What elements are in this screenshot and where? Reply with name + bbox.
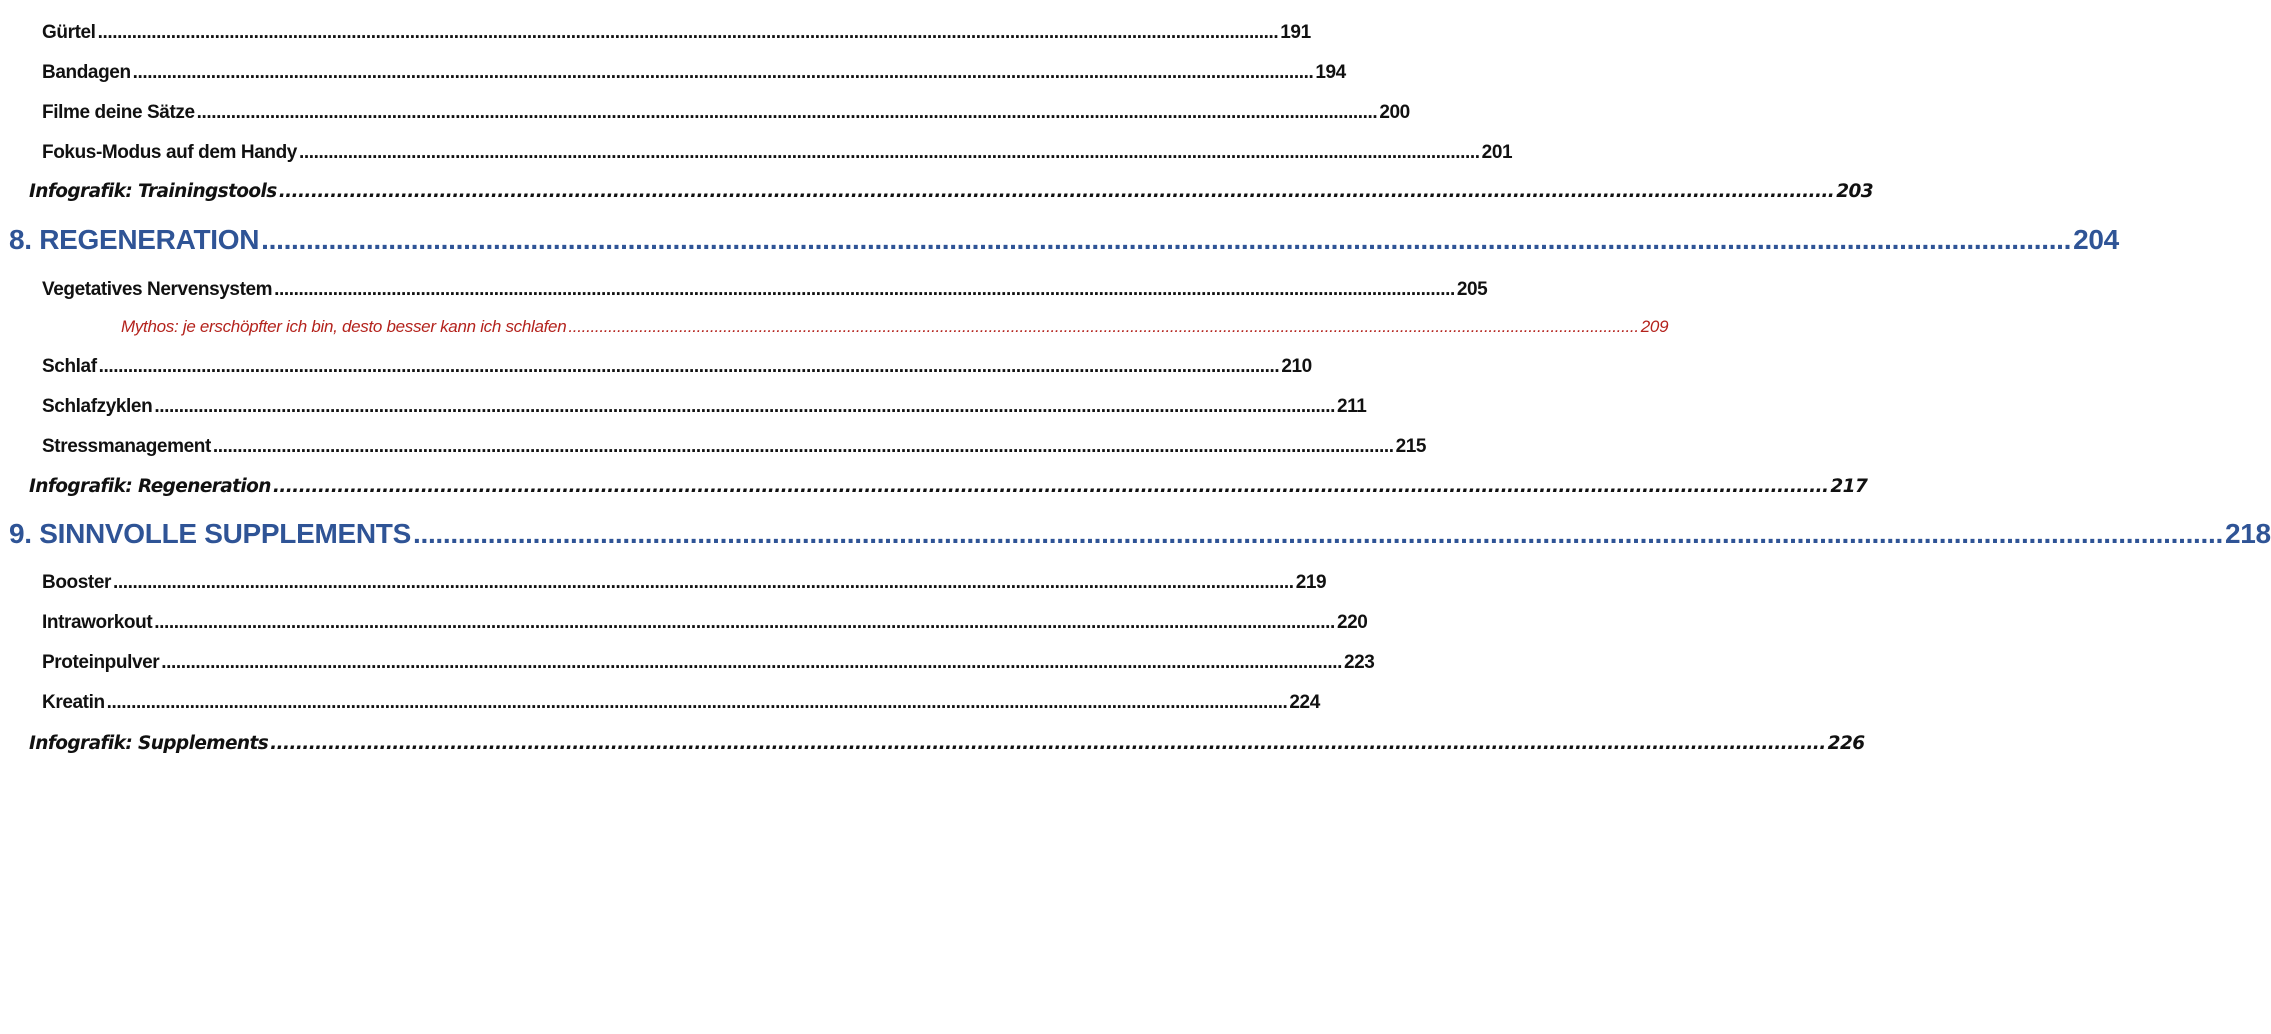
toc-entry-title: Intraworkout: [42, 612, 153, 633]
toc-entry-page: 224: [1289, 692, 1320, 713]
toc-entry-title: Mythos: je erschöpfter ich bin, desto besser kann ich schlafen: [121, 317, 567, 336]
toc-entry-page: 200: [1379, 102, 1410, 123]
toc-entry-page: 201: [1481, 142, 1513, 163]
toc-entry-page: 211: [1337, 396, 1367, 417]
dot-leader: ..................................................................................................................................................................................................................................................: [568, 317, 1639, 336]
toc-entry-title: Vegetatives Nervensystem: [42, 279, 273, 300]
toc-entry-page: 217: [1830, 476, 1868, 497]
toc-chapter-regeneration[interactable]: [9, 224, 2119, 264]
dot-leader: ..................................................................................................................................................................................................................................................: [270, 733, 1826, 754]
toc-entry-booster[interactable]: [42, 572, 1327, 600]
dot-leader: ..................................................................................................................................................................................................................................................: [212, 436, 1394, 457]
toc-entry-page: 194: [1315, 62, 1346, 83]
toc-entry-page: 191: [1280, 22, 1311, 43]
toc-chapter-title: 8. REGENERATION: [9, 224, 260, 255]
toc-entry-page: 220: [1336, 612, 1368, 633]
toc-entry-title: Gürtel: [42, 22, 96, 43]
toc-entry-page: 205: [1456, 279, 1488, 300]
toc-entry-title: Infografik: Trainingstools: [29, 181, 277, 202]
dot-leader: ..................................................................................................................................................................................................................................................: [261, 224, 2072, 255]
dot-leader: ..................................................................................................................................................................................................................................................: [278, 181, 1835, 202]
toc-infographic-supplements[interactable]: [29, 733, 1865, 763]
toc-entry-schlafzyklen[interactable]: [42, 396, 1367, 424]
toc-entry-title: Bandagen: [42, 62, 131, 83]
dot-leader: ..................................................................................................................................................................................................................................................: [274, 279, 1455, 300]
toc-infographic-regeneration[interactable]: [29, 476, 1868, 506]
toc-entry-title: Stressmanagement: [42, 436, 211, 457]
dot-leader: ..................................................................................................................................................................................................................................................: [154, 396, 1335, 417]
toc-entry-page: 215: [1395, 436, 1427, 457]
toc-entry-filme-deine-saetze[interactable]: [42, 102, 1410, 130]
toc-myth-schlafen[interactable]: [121, 317, 1669, 343]
toc-entry-title: Infografik: Regeneration: [29, 476, 271, 497]
dot-leader: ..................................................................................................................................................................................................................................................: [106, 692, 1288, 713]
dot-leader: ..................................................................................................................................................................................................................................................: [298, 142, 1480, 163]
toc-entry-title: Filme deine Sätze: [42, 102, 195, 123]
toc-entry-schlaf[interactable]: [42, 356, 1312, 384]
toc-entry-title: Schlafzyklen: [42, 396, 153, 417]
toc-entry-page: 219: [1295, 572, 1327, 593]
toc-chapter-title: 9. SINNVOLLE SUPPLEMENTS: [9, 518, 411, 549]
toc-entry-bandagen[interactable]: [42, 62, 1346, 90]
toc-entry-fokus-modus[interactable]: [42, 142, 1513, 170]
toc-entry-title: Booster: [42, 572, 111, 593]
toc-entry-proteinpulver[interactable]: [42, 652, 1375, 680]
dot-leader: ..................................................................................................................................................................................................................................................: [412, 518, 2223, 549]
toc-entry-title: Proteinpulver: [42, 652, 160, 673]
toc-entry-page: 223: [1343, 652, 1375, 673]
dot-leader: ..................................................................................................................................................................................................................................................: [272, 476, 1829, 497]
toc-entry-title: Fokus-Modus auf dem Handy: [42, 142, 297, 163]
toc-entry-guertel[interactable]: [42, 22, 1311, 50]
dot-leader: ..................................................................................................................................................................................................................................................: [113, 572, 1294, 593]
toc-entry-page: 226: [1827, 733, 1865, 754]
dot-leader: ..................................................................................................................................................................................................................................................: [97, 22, 1279, 43]
toc-chapter-page: 218: [2224, 518, 2271, 549]
toc-infographic-trainingstools[interactable]: [29, 181, 1874, 211]
dot-leader: ..................................................................................................................................................................................................................................................: [98, 356, 1280, 377]
toc-entry-vegetatives-nervensystem[interactable]: [42, 279, 1488, 307]
toc-entry-intraworkout[interactable]: [42, 612, 1368, 640]
toc-entry-kreatin[interactable]: [42, 692, 1320, 720]
dot-leader: ..................................................................................................................................................................................................................................................: [196, 102, 1378, 123]
dot-leader: ..................................................................................................................................................................................................................................................: [161, 652, 1342, 673]
dot-leader: ..................................................................................................................................................................................................................................................: [154, 612, 1335, 633]
toc-entry-title: Schlaf: [42, 356, 97, 377]
toc-entry-page: 203: [1836, 181, 1874, 202]
toc-entry-stressmanagement[interactable]: [42, 436, 1427, 464]
toc-entry-title: Kreatin: [42, 692, 105, 713]
toc-entry-title: Infografik: Supplements: [29, 733, 269, 754]
dot-leader: ..................................................................................................................................................................................................................................................: [132, 62, 1314, 83]
toc-chapter-supplements[interactable]: [9, 518, 2271, 558]
toc-chapter-page: 204: [2073, 224, 2119, 255]
toc-entry-page: 210: [1281, 356, 1312, 377]
toc-entry-page: 209: [1640, 317, 1669, 336]
